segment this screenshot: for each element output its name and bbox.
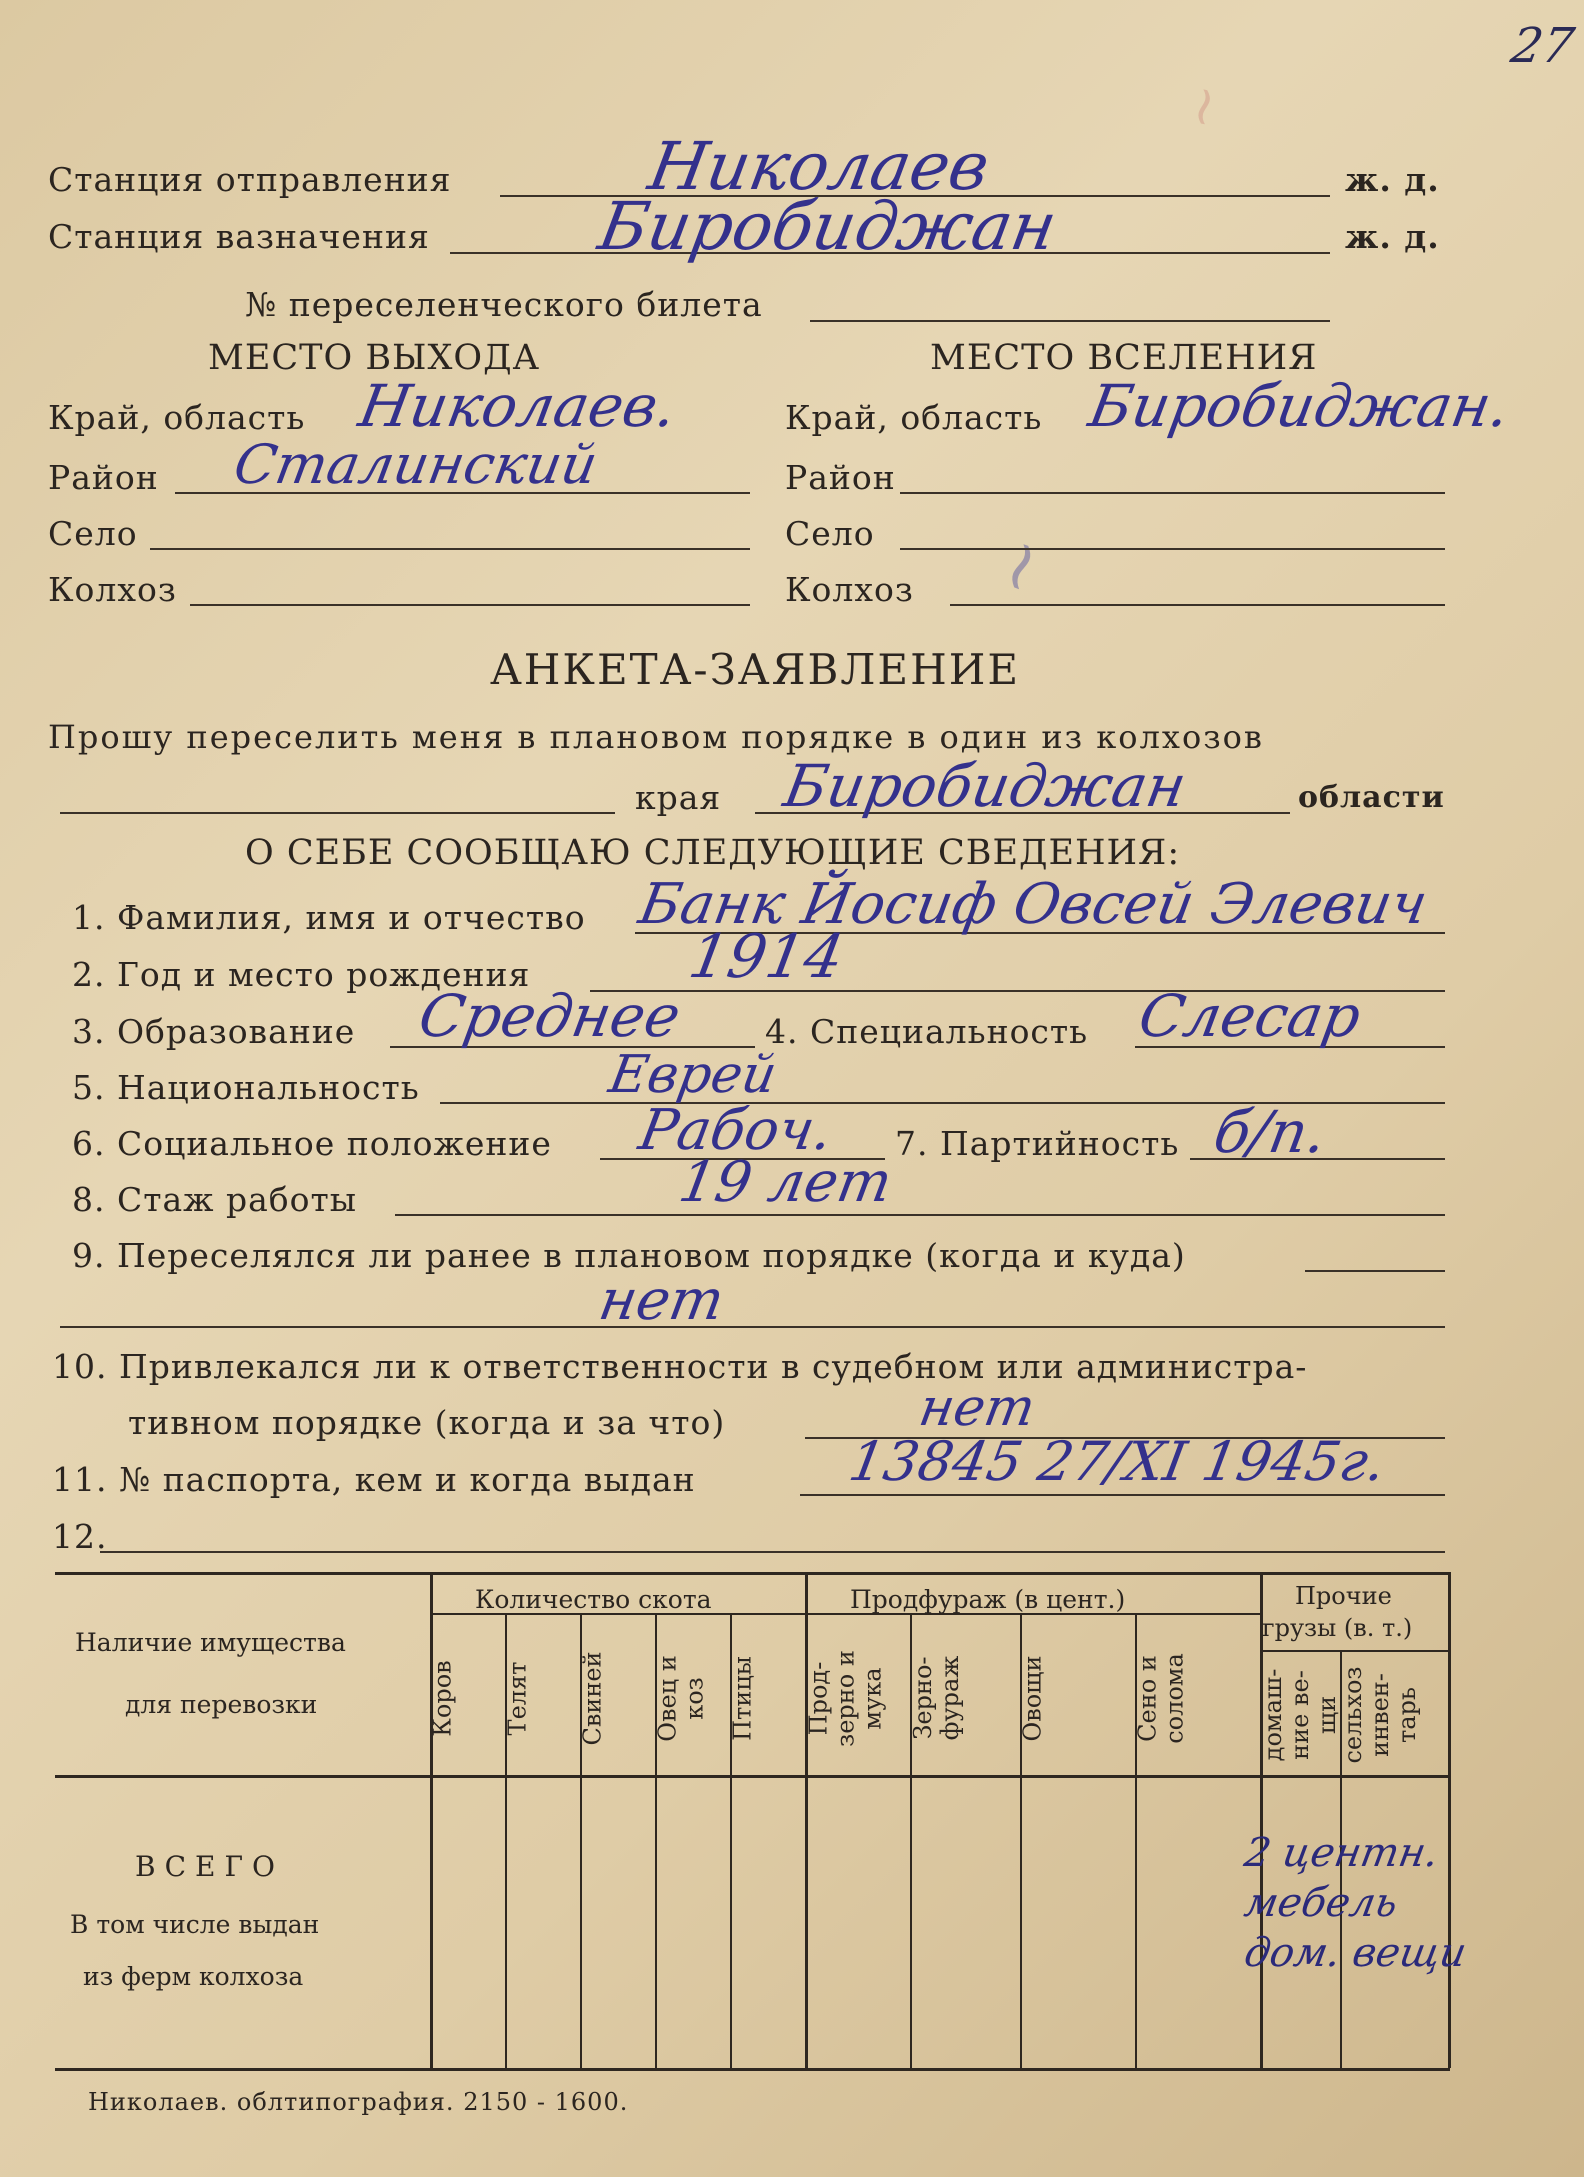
origin-kolkhoz-label: Колхоз <box>48 570 177 609</box>
table-issued-line1: В том числе выдан <box>70 1910 320 1939</box>
origin-village-label: Село <box>48 514 138 553</box>
q4-label: 4. Специальность <box>765 1012 1089 1051</box>
table-group-other-line2: грузы (в. т.) <box>1262 1614 1413 1642</box>
origin-district-value: Сталинский <box>229 433 603 496</box>
station-departure-label: Станция отправления <box>48 160 452 199</box>
table-col-household: домаш- ние ве- щи <box>1259 1668 1341 1762</box>
ticket-label: № переселенческого билета <box>245 285 763 324</box>
origin-kolkhoz-line <box>190 604 750 606</box>
origin-district-label: Район <box>48 458 159 497</box>
q6-label: 6. Социальное положение <box>72 1124 552 1163</box>
q9-line-b <box>60 1326 1445 1328</box>
origin-heading: МЕСТО ВЫХОДА <box>208 338 541 378</box>
kraya-line <box>60 812 615 814</box>
q12-label: 12. <box>52 1517 108 1556</box>
q8-label: 8. Стаж работы <box>72 1180 358 1219</box>
household-items-value-1: 2 центн. <box>1240 1830 1443 1876</box>
destination-kolkhoz-line <box>950 604 1445 606</box>
destination-village-label: Село <box>785 514 875 553</box>
table-col-food-grain: Прод- зерно и мука <box>804 1650 887 1747</box>
railway-abbr-1: ж. д. <box>1345 160 1440 199</box>
q2-value: 1914 <box>683 922 849 992</box>
table-group-other-line1: Прочие <box>1295 1582 1392 1610</box>
destination-region-value: Биробиджан. <box>1084 372 1515 440</box>
table-group-fodder: Продфураж (в цент.) <box>850 1585 1126 1614</box>
ticket-line <box>810 320 1330 322</box>
destination-kolkhoz-label: Колхоз <box>785 570 914 609</box>
station-departure-value: Николаев <box>643 128 995 205</box>
q9-label: 9. Переселялся ли ранее в плановом порядке (когда и куда) <box>72 1236 1186 1275</box>
q8-line <box>395 1214 1445 1216</box>
table-col-vegetables: Овощи <box>1018 1655 1047 1742</box>
q12-line <box>100 1551 1445 1553</box>
table-col-farm-inventory: сельхоз инвен- тарь <box>1339 1666 1421 1764</box>
table-vline-9 <box>1260 1572 1263 2068</box>
q10-label-line2: тивном порядке (когда и за что) <box>128 1403 726 1442</box>
q11-label: 11. № паспорта, кем и когда выдан <box>52 1460 696 1499</box>
railway-abbr-2: ж. д. <box>1345 217 1440 256</box>
q9-value: нет <box>594 1268 729 1333</box>
q4-value: Слесар <box>1134 982 1366 1050</box>
q2-label: 2. Год и место рождения <box>72 955 531 994</box>
info-heading: О СЕБЕ СООБЩАЮ СЛЕДУЮЩИЕ СВЕДЕНИЯ: <box>245 833 1181 873</box>
origin-region-label: Край, область <box>48 398 306 437</box>
origin-region-value: Николаев. <box>354 372 682 440</box>
table-col-sheep-goats: Овец и коз <box>653 1655 709 1742</box>
table-issued-line2: из ферм колхоза <box>83 1962 304 1991</box>
q11-line <box>800 1494 1445 1496</box>
destination-district-line <box>900 492 1445 494</box>
table-col-poultry: Птицы <box>728 1656 757 1741</box>
table-group-livestock: Количество скота <box>475 1585 712 1614</box>
destination-village-line <box>900 548 1445 550</box>
table-top-border <box>55 1572 1450 1575</box>
q10-value: нет <box>914 1378 1040 1438</box>
q7-label: 7. Партийность <box>895 1124 1180 1163</box>
q10-label-line1: 10. Привлекался ли к ответственности в судебном или администра- <box>52 1347 1308 1386</box>
page-number: 27 <box>1507 18 1579 74</box>
request-line: Прошу переселить меня в плановом порядке в один из колхозов <box>48 718 1264 756</box>
origin-village-line <box>150 548 750 550</box>
q3-value: Среднее <box>414 982 686 1050</box>
table-col-cows: Коров <box>428 1660 457 1737</box>
q1-label: 1. Фамилия, имя и отчество <box>72 898 586 937</box>
destination-region-label: Край, область <box>785 398 1043 437</box>
table-col-hay-straw: Сено и солома <box>1133 1653 1189 1744</box>
table-col-calves: Телят <box>503 1661 532 1736</box>
q1-value: Банк Йосиф Овсей Элевич <box>634 872 1433 937</box>
table-header-bottom-border <box>55 1775 1450 1778</box>
kraya-label: края <box>635 778 722 817</box>
table-row-header-line2: для перевозки <box>125 1690 318 1719</box>
table-col-pigs: Свиней <box>578 1651 607 1746</box>
household-items-value-2: мебель <box>1240 1880 1402 1926</box>
table-bottom-border <box>55 2068 1450 2071</box>
faded-stamp-mark: ~ <box>970 524 1068 608</box>
table-row-header-line1: Наличие имущества <box>75 1628 346 1657</box>
station-destination-value: Биробиджан <box>593 188 1063 265</box>
q6-value: Рабоч. <box>634 1098 838 1163</box>
q9-line-a <box>1305 1270 1445 1272</box>
q7-value: б/п. <box>1209 1098 1332 1166</box>
faded-pencil-mark: ~ <box>1167 77 1239 136</box>
station-destination-label: Станция вазначения <box>48 217 430 256</box>
q11-value: 13845 27/XI 1945г. <box>844 1430 1391 1493</box>
household-items-value-3: дом. вещи <box>1240 1930 1470 1976</box>
form-title: АНКЕТА-ЗАЯВЛЕНИЕ <box>490 645 1020 694</box>
q8-value: 19 лет <box>674 1150 897 1215</box>
table-group-underline-b <box>1262 1650 1450 1652</box>
table-col-feed-grain: Зерно- фураж <box>909 1655 964 1741</box>
table-total-label: ВСЕГО <box>135 1850 284 1883</box>
q5-label: 5. Национальность <box>72 1068 420 1107</box>
destination-heading: МЕСТО ВСЕЛЕНИЯ <box>930 338 1318 378</box>
q5-value: Еврей <box>604 1045 782 1105</box>
q3-label: 3. Образование <box>72 1012 356 1051</box>
oblast-value: Биробиджан <box>779 752 1192 820</box>
destination-district-label: Район <box>785 458 896 497</box>
oblasti-label: области <box>1298 780 1445 815</box>
table-vline-11 <box>1448 1572 1451 2068</box>
printer-footer: Николаев. облтипография. 2150 - 1600. <box>88 2088 629 2116</box>
